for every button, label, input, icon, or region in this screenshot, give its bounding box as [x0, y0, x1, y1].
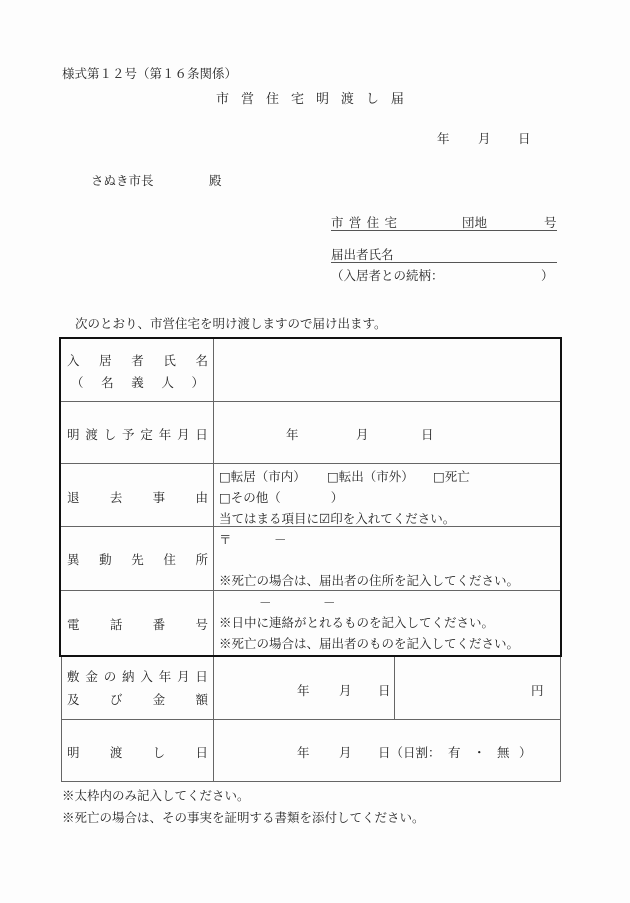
intro-text: 次のとおり、市営住宅を明け渡しますので届け出ます。 — [75, 316, 387, 331]
phone-note-death: ※死亡の場合は、届出者のものを記入してください。 — [219, 636, 520, 651]
occupant-label-sub: （ 名 義 人 ） — [71, 375, 204, 390]
reason-checkbox-move-out[interactable]: □転出（市外） — [327, 469, 414, 484]
relation-open: （入居者との続柄： — [331, 268, 444, 283]
vacate-date-label: 明 渡 し 日 — [67, 745, 208, 760]
page-title: 市 営 住 宅 明 渡 し 届 — [216, 92, 404, 107]
relation-close: ） — [541, 268, 554, 283]
date-year: 年 — [437, 131, 450, 146]
date-day: 日 — [518, 131, 531, 146]
footnote-thick-frame: ※太枠内のみ記入してください。 — [62, 788, 250, 803]
deposit-label-sub: 及 び 金 額 — [67, 692, 208, 707]
new-address-input[interactable]: 〒 － ※死亡の場合は、届出者の住所を記入してください。 — [219, 532, 520, 588]
prorate-no[interactable]: 無 — [497, 745, 510, 760]
new-address-note: ※死亡の場合は、届出者の住所を記入してください。 — [219, 573, 520, 588]
addressee: さぬき市長 — [91, 173, 154, 188]
applicant-name-field[interactable] — [331, 245, 557, 263]
occupant-label: 入 居 者 氏 名 — [67, 353, 208, 368]
danchi-label: 団地 — [462, 215, 488, 230]
deposit-divider — [394, 655, 395, 719]
reason-checkbox-death[interactable]: □死亡 — [433, 469, 470, 484]
occupant-name-input[interactable] — [215, 340, 558, 400]
date-month: 月 — [478, 131, 491, 146]
phone-label: 電 話 番 号 — [67, 617, 208, 632]
new-address-label: 異 動 先 住 所 — [67, 552, 208, 567]
vacate-date-input[interactable]: 年 月 日（日割： 有 ・ 無 ） — [297, 745, 532, 760]
table-border-bottom — [61, 781, 561, 782]
deposit-date-input[interactable]: 年 月 日 — [297, 683, 391, 698]
go-label: 号 — [544, 215, 557, 230]
planned-date-input[interactable]: 年 月 日 — [286, 427, 434, 442]
honorific: 殿 — [209, 173, 222, 188]
deposit-amount-input[interactable]: 円 — [531, 683, 544, 698]
postal-mark: 〒 — [219, 532, 232, 547]
phone-note-daytime: ※日中に連絡がとれるものを記入してください。 — [219, 615, 495, 630]
planned-date-label: 明 渡 し 予 定 年 月 日 — [67, 427, 208, 442]
row-divider — [61, 719, 560, 720]
footnote-death-proof: ※死亡の場合は、その事実を証明する書類を添付してください。 — [62, 810, 425, 825]
housing-field[interactable]: 市 営 住 宅 団地 号 — [331, 215, 557, 230]
reason-label: 退 去 事 由 — [67, 490, 208, 505]
phone-input[interactable]: － － ※日中に連絡がとれるものを記入してください。 ※死亡の場合は、届出者のものを記入してください。 — [219, 595, 520, 651]
deposit-label: 敷 金 の 納 入 年 月 日 — [67, 669, 208, 684]
reason-note: 当てはまる項目に☑印を入れてください。 — [219, 511, 456, 526]
form-number: 様式第１２号（第１６条関係） — [62, 66, 238, 81]
reason-checkbox-other[interactable]: □その他（ ） — [219, 490, 344, 505]
prorate-yes[interactable]: 有 — [448, 745, 461, 760]
reason-checkbox-move-within[interactable]: □転居（市内） — [219, 469, 306, 484]
applicant-name-label: 届出者氏名 — [331, 247, 394, 262]
table-border-right — [560, 655, 561, 782]
